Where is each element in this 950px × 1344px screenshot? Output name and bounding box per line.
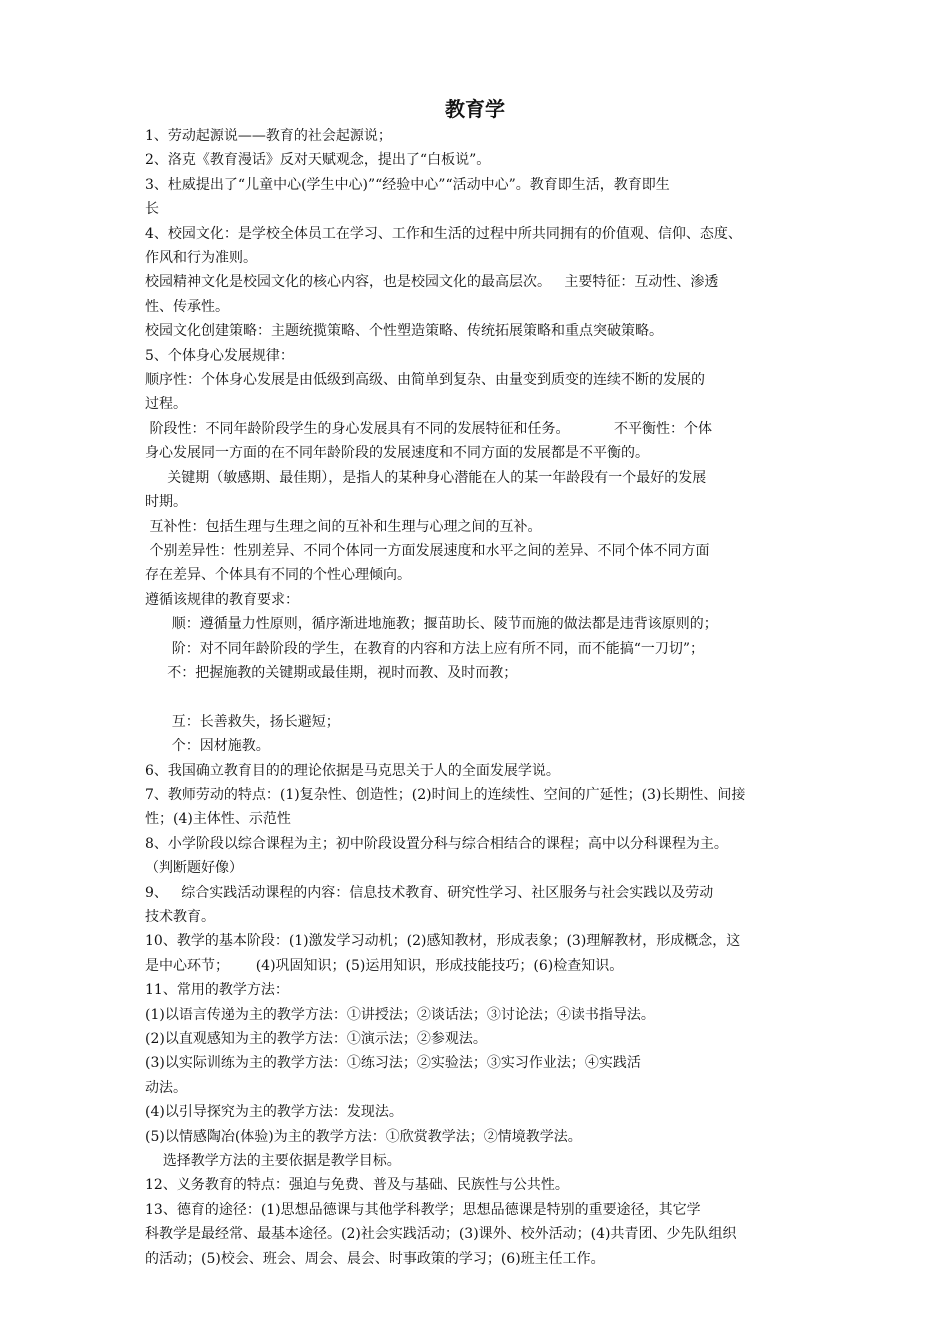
text-line: 性、传承性。 xyxy=(145,298,229,315)
text-line: 科教学是最经常、最基本途径。(2)社会实践活动；(3)课外、校外活动；(4)共青团、少先队组织 xyxy=(145,1226,737,1243)
text-line: 13、德育的途径：(1)思想品德课与其他学科教学；思想品德课是特别的重要途径，其它学 xyxy=(145,1201,701,1218)
text-line: 互：长善救失，扬长避短； xyxy=(145,713,340,730)
text-line: 选择教学方法的主要依据是教学目标。 xyxy=(145,1153,401,1170)
text-line: 是中心环节； (4)巩固知识；(5)运用知识，形成技能技巧；(6)检查知识。 xyxy=(145,957,624,974)
text-line: 6、我国确立教育目的的理论依据是马克思关于人的全面发展学说。 xyxy=(145,762,560,779)
document-title: 教育学 xyxy=(445,97,505,121)
text-line: 顺：遵循量力性原则，循序渐进地施教；揠苗助长、陵节而施的做法都是违背该原则的； xyxy=(145,616,718,633)
text-line: 技术教育。 xyxy=(145,908,215,925)
text-line: 性；(4)主体性、示范性 xyxy=(145,811,291,828)
text-line: 关键期（敏感期、最佳期），是指人的某种身心潜能在人的某一年龄段有一个最好的发展 xyxy=(145,469,707,486)
text-line: 11、常用的教学方法： xyxy=(145,982,289,999)
text-line: (2)以直观感知为主的教学方法：①演示法；②参观法。 xyxy=(145,1031,487,1048)
text-line: (3)以实际训练为主的教学方法：①练习法；②实验法；③实习作业法；④实践活 xyxy=(145,1055,641,1072)
text-line: 9、 综合实践活动课程的内容：信息技术教育、研究性学习、社区服务与社会实践以及劳动 xyxy=(145,884,714,901)
text-line: 作风和行为准则。 xyxy=(145,250,257,267)
text-line: 校园精神文化是校园文化的核心内容，也是校园文化的最高层次。 主要特征：互动性、渗透 xyxy=(145,274,719,291)
text-line: 时期。 xyxy=(145,494,187,511)
text-line: 长 xyxy=(145,201,159,218)
text-line: 动法。 xyxy=(145,1079,187,1096)
text-line: 顺序性：个体身心发展是由低级到高级、由简单到复杂、由量变到质变的连续不断的发展的 xyxy=(145,372,705,389)
text-line: 个别差异性：性别差异、不同个体同一方面发展速度和水平之间的差异、不同个体不同方面 xyxy=(145,542,710,559)
text-line: 个：因材施教。 xyxy=(145,738,270,755)
text-line: 校园文化创建策略：主题统揽策略、个性塑造策略、传统拓展策略和重点突破策略。 xyxy=(145,323,663,340)
text-line: 3、杜威提出了“儿童中心(学生中心)”“经验中心”“活动中心”。教育即生活，教育即生 xyxy=(145,176,670,193)
text-line: 遵循该规律的教育要求： xyxy=(145,591,299,608)
text-line: (4)以引导探究为主的教学方法：发现法。 xyxy=(145,1104,403,1121)
text-line: 存在差异、个体具有不同的个性心理倾向。 xyxy=(145,567,411,584)
text-line: 不：把握施教的关键期或最佳期，视时而教、及时而教； xyxy=(145,664,518,681)
text-line: 5、个体身心发展规律： xyxy=(145,347,294,364)
text-line: 7、教师劳动的特点：(1)复杂性、创造性；(2)时间上的连续性、空间的广延性；(3)长期性、间接 xyxy=(145,786,746,803)
text-line: 1、劳动起源说——教育的社会起源说； xyxy=(145,128,392,144)
text-line: 过程。 xyxy=(145,396,187,413)
text-line: 10、教学的基本阶段：(1)激发学习动机；(2)感知教材，形成表象；(3)理解教材，形成概念，这 xyxy=(145,933,741,950)
text-line: 8、小学阶段以综合课程为主；初中阶段设置分科与综合相结合的课程；高中以分科课程为主。 xyxy=(145,835,728,852)
text-line xyxy=(145,685,825,709)
text-line: (5)以情感陶冶(体验)为主的教学方法：①欣赏教学法；②情境教学法。 xyxy=(145,1128,582,1145)
text-line: 身心发展同一方面的在不同年龄阶段的发展速度和不同方面的发展都是不平衡的。 xyxy=(145,445,649,462)
text-line: 阶段性：不同年龄阶段学生的身心发展具有不同的发展特征和任务。 不平衡性：个体 xyxy=(145,420,712,437)
text-line: 互补性：包括生理与生理之间的互补和生理与心理之间的互补。 xyxy=(145,518,542,535)
text-line: 12、义务教育的特点：强迫与免费、普及与基础、民族性与公共性。 xyxy=(145,1177,569,1194)
text-line: （判断题好像） xyxy=(145,860,243,877)
text-line: (1)以语言传递为主的教学方法：①讲授法；②谈话法；③讨论法；④读书指导法。 xyxy=(145,1006,655,1023)
text-line: 的活动；(5)校会、班会、周会、晨会、时事政策的学习；(6)班主任工作。 xyxy=(145,1250,605,1267)
text-line: 阶：对不同年龄阶段的学生，在教育的内容和方法上应有所不同，而不能搞“一刀切”； xyxy=(145,640,705,657)
text-line: 2、洛克《教育漫话》反对天赋观念，提出了“白板说”。 xyxy=(145,152,491,169)
text-line: 4、校园文化：是学校全体员工在学习、工作和生活的过程中所共同拥有的价值观、信仰、态度、 xyxy=(145,225,742,242)
document-body xyxy=(145,124,825,1271)
